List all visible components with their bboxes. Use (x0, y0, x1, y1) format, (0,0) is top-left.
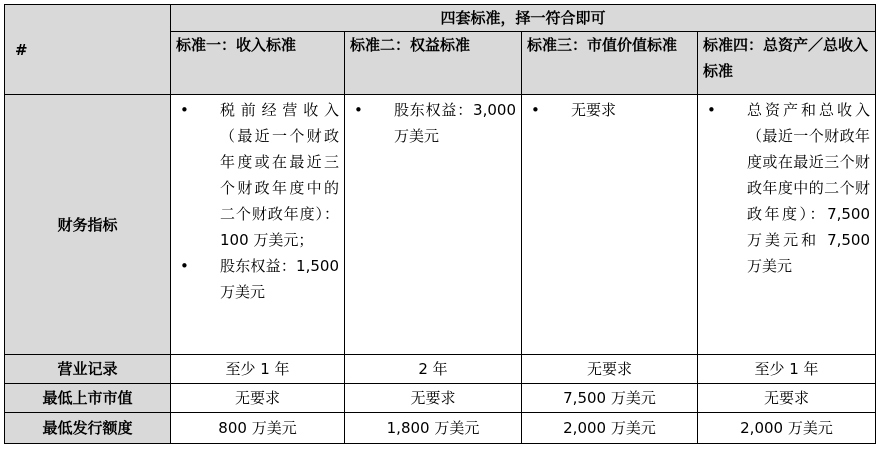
operating-cell-1: 至少 1 年 (171, 355, 345, 384)
financial-cell-2 (345, 95, 522, 355)
hash-header: # (5, 5, 171, 95)
row-label-offering: 最低发行额度 (5, 413, 171, 444)
bullet-icon: • (354, 101, 363, 119)
row-label-operating: 营业记录 (5, 355, 171, 384)
market-cap-cell-3: 7,500 万美元 (522, 384, 698, 413)
operating-cell-4: 至少 1 年 (698, 355, 876, 384)
financial-cell-3 (522, 95, 698, 355)
market-cap-cell-2: 无要求 (345, 384, 522, 413)
market-cap-cell-4: 无要求 (698, 384, 876, 413)
row-label-market-cap: 最低上市市值 (5, 384, 171, 413)
col-header-standard-4: 标准四：总资产／总收入标准 (698, 32, 876, 95)
list-item: • 股东权益：3,000 万美元 (350, 97, 516, 149)
bullet-icon: • (180, 101, 189, 119)
list-item: • 股东权益：1,500 万美元 (176, 253, 339, 305)
col-header-standard-2: 标准二：权益标准 (345, 32, 522, 95)
listing-standards-table (4, 4, 876, 444)
col-header-standard-1: 标准一：收入标准 (171, 32, 345, 95)
bullet-icon: • (707, 101, 716, 119)
col-header-standard-3: 标准三：市值价值标准 (522, 32, 698, 95)
financial-cell-4 (698, 95, 876, 355)
group-header: 四套标准，择一符合即可 (171, 5, 876, 32)
market-cap-cell-1: 无要求 (171, 384, 345, 413)
financial-cell-1 (171, 95, 345, 355)
offering-cell-2: 1,800 万美元 (345, 413, 522, 444)
row-label-financial: 财务指标 (5, 95, 171, 355)
list-item: • 无要求 (527, 97, 692, 123)
bullet-icon: • (531, 101, 540, 119)
offering-cell-1: 800 万美元 (171, 413, 345, 444)
bullet-icon: • (180, 257, 189, 275)
offering-cell-4: 2,000 万美元 (698, 413, 876, 444)
offering-cell-3: 2,000 万美元 (522, 413, 698, 444)
list-item: • 总资产和总收入（最近一个财政年度或在最近三个财政年度中的二个财政年度）：7,500 万美元和 7,500 万美元 (703, 97, 870, 279)
operating-cell-3: 无要求 (522, 355, 698, 384)
list-item: • 税前经营收入（最近一个财政年度或在最近三个财政年度中的二个财政年度）：100 万美元； (176, 97, 339, 253)
operating-cell-2: 2 年 (345, 355, 522, 384)
